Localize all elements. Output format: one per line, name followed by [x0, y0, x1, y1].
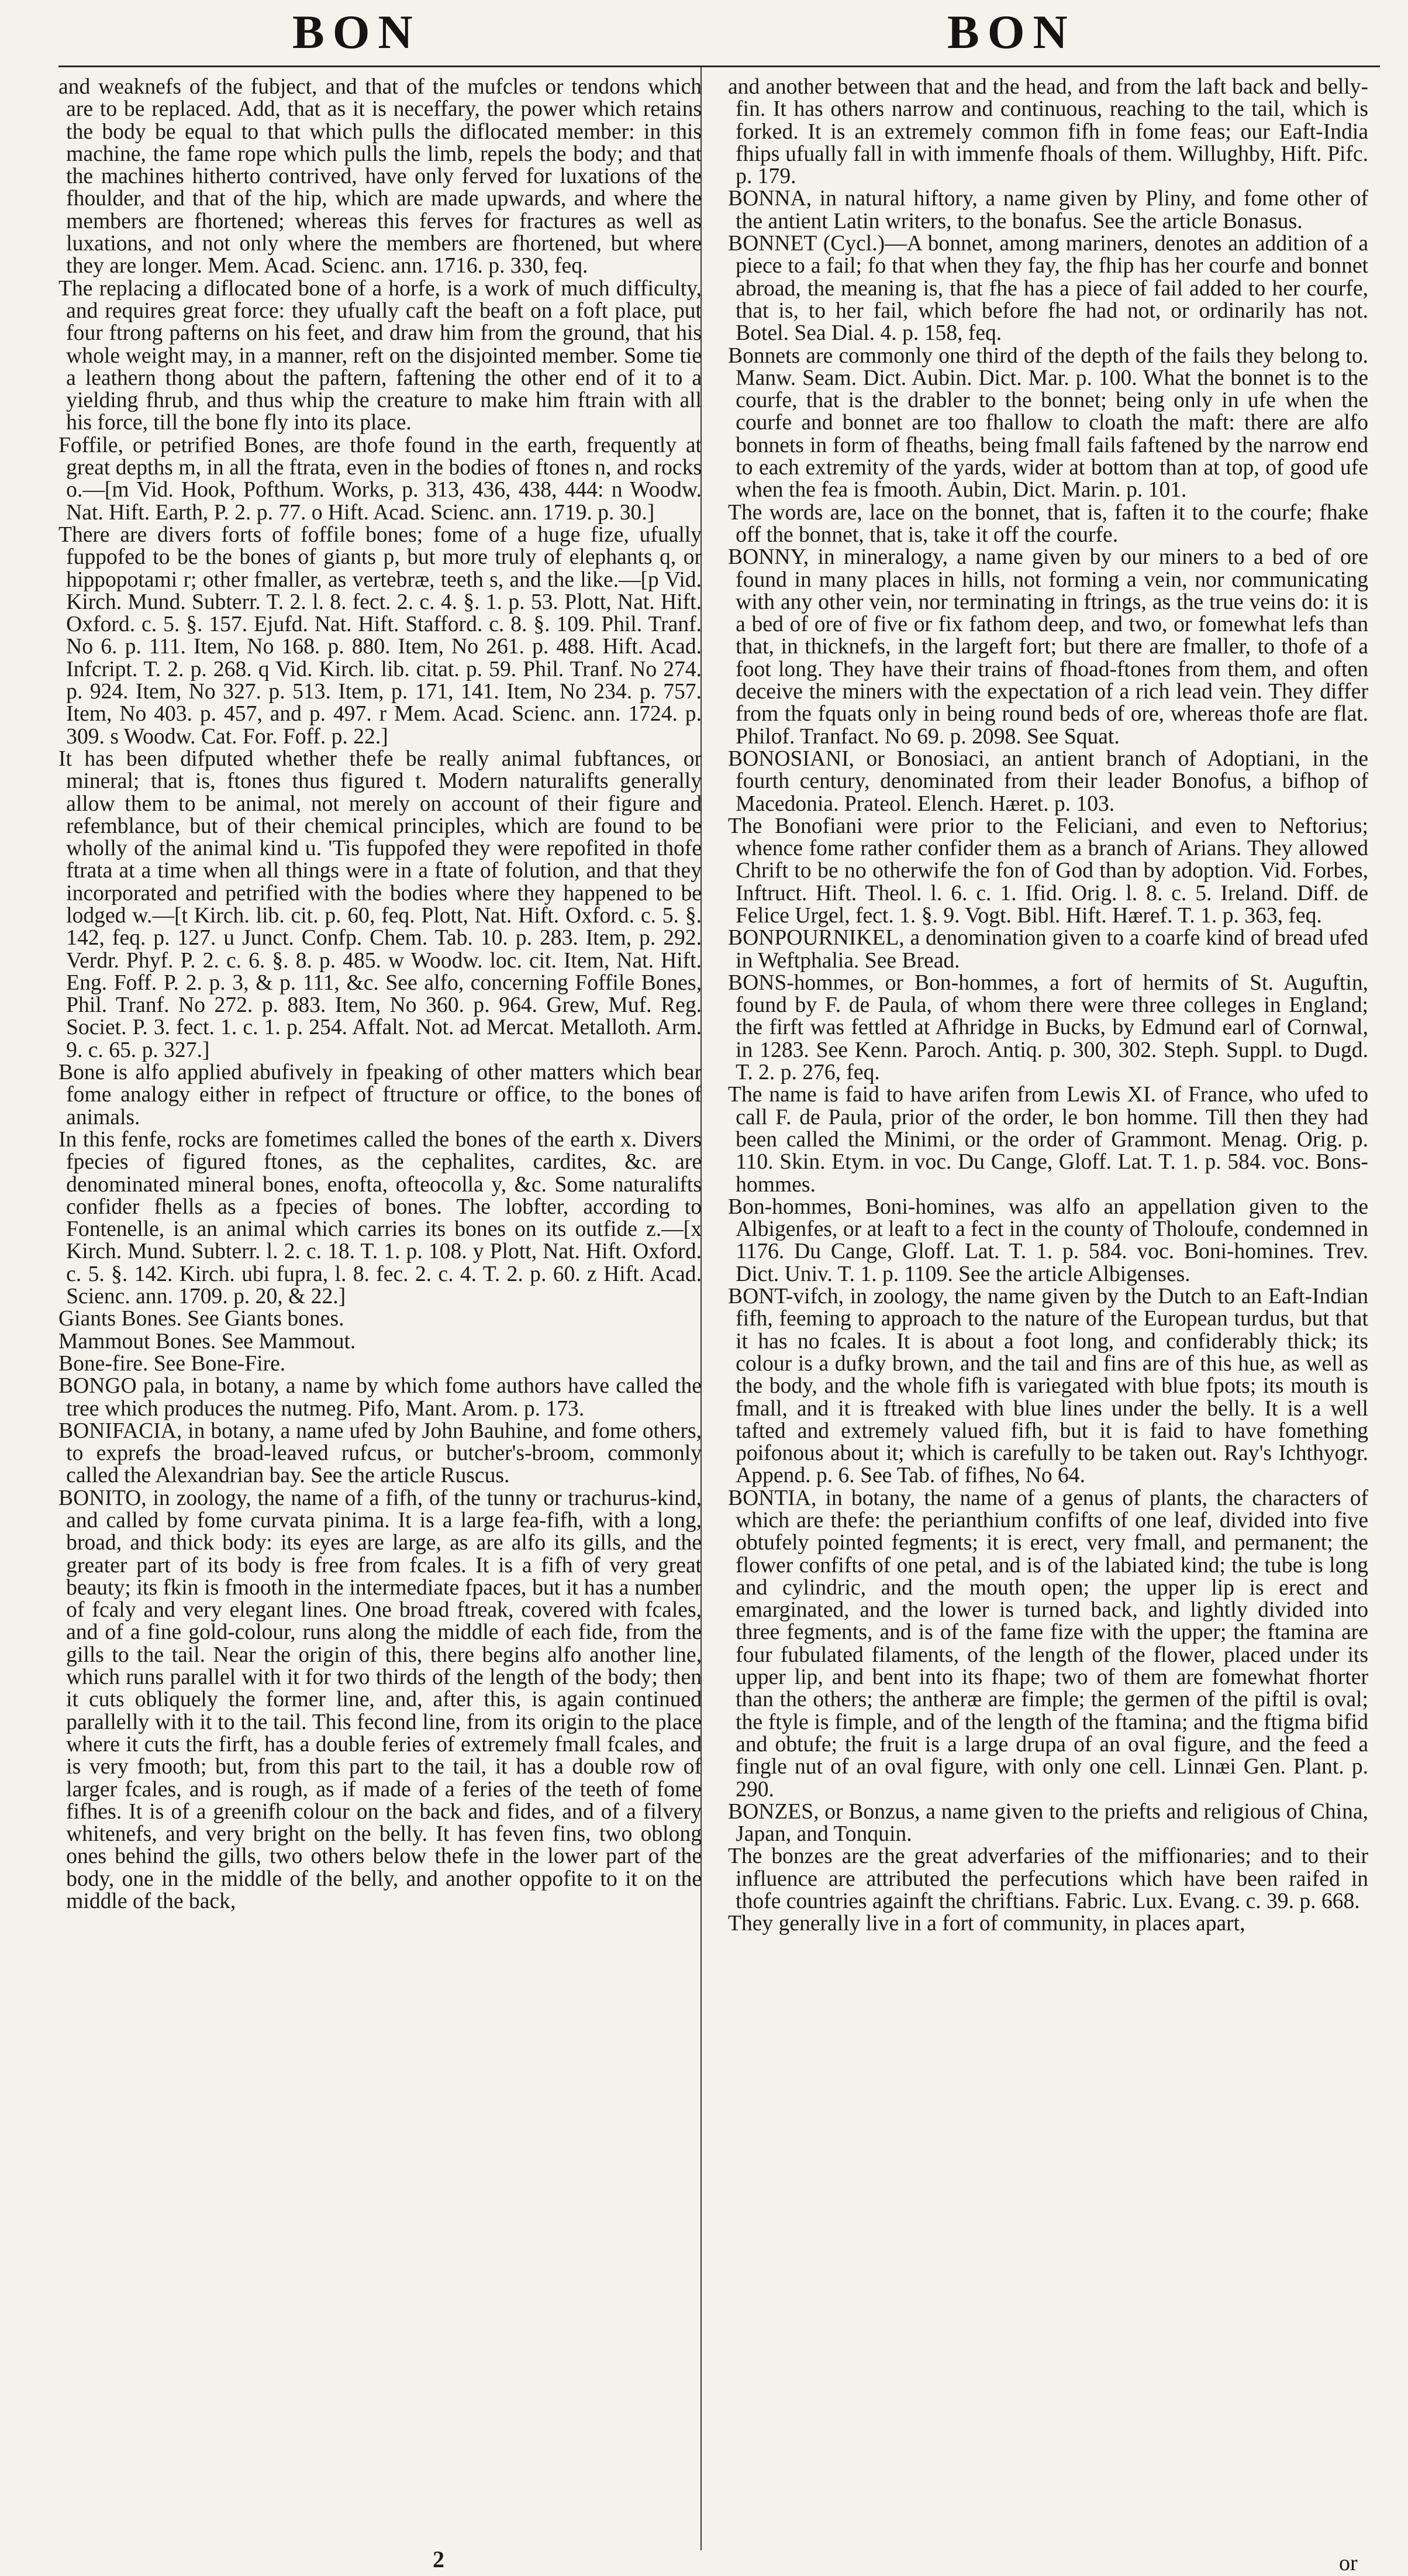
- catchword: or: [1339, 2551, 1358, 2575]
- paragraph: BONT-vifch, in zoology, the name given by the Dutch to an Eaft-Indian fifh, feeming to approach to the nature of the European turdus, but that it has no fcales. It is about a foot long, and confiderably thick; its colour is a dufky brown, and the tail and fins are of this hue, as well as the body, and the whole fifh is variegated with blue fpots; its mouth is fmall, and it is ftreaked with blue lines under the belly. It is a well tafted and extremely valued fifh, but it is faid to have fomething poifonous about it; which is carefully to be taken out. Ray's Ichthyogr. Append. p. 6. See Tab. of fifhes, No 64.: [728, 1284, 1368, 1488]
- paragraph: The name is faid to have arifen from Lewis XI. of France, who ufed to call F. de Paula, prior of the order, le bon homme. Till then they had been called the Minimi, or the order of Grammont. Menag. Orig. p. 110. Skin. Etym. in voc. Du Cange, Gloff. Lat. T. 1. p. 584. voc. Bons-hommes.: [728, 1083, 1368, 1197]
- paragraph: Bon-hommes, Boni-homines, was alfo an appellation given to the Albigenfes, or at leaft to a fect in the county of Tholoufe, condemned in 1176. Du Cange, Gloff. Lat. T. 1. p. 584. voc. Boni-homines. Trev. Dict. Univ. T. 1. p. 1109. See the article Albigenses.: [728, 1194, 1368, 1286]
- paragraph: BONTIA, in botany, the name of a genus of plants, the characters of which are thefe: the perianthium confifts of one leaf, divided into five obtufely pointed fegments; it is erect, very fmall, and permanent; the flower confifts of one petal, and is of the labiated kind; the tube is long and cylindric, and the mouth open; the upper lip is erect and emarginated, and the lower is turned back, and lightly divided into three fegments, and is of the fame fize with the upper; the ftamina are four fubulated filaments, of the length of the flower, placed under its upper lip, and bent into its fhape; two of them are fomewhat fhorter than the others; the antheræ are fimple; the germen of the piftil is oval; the ftyle is fimple, and of the length of the ftamina; and the ftigma bifid and obtufe; the fruit is a large drupa of an oval figure, and the feed a fingle nut of an oval figure, with only one cell. Linnæi Gen. Plant. p. 290.: [728, 1486, 1368, 1802]
- paragraph: The bonzes are the great adverfaries of the miffionaries; and to their influence are attributed the perfecutions which have been raifed in thofe countries againft the chriftians. Fabric. Lux. Evang. c. 39. p. 668.: [728, 1844, 1368, 1914]
- paragraph: Mammout Bones. See Mammout.: [58, 1329, 356, 1354]
- paragraph: The replacing a diflocated bone of a horfe, is a work of much difficulty, and requires great force: they ufually caft the beaft on a foft place, put four ftrong pafterns on his feet, and draw him from the ground, that his whole weight may, in a manner, reft on the disjointed member. Some tie a leathern thong about the paftern, faftening the other end of it to a yielding fhrub, and thus whip the creature to make him ftrain with all his force, till the bone fly into its place.: [58, 276, 702, 435]
- paragraph: BONS-hommes, or Bon-hommes, a fort of hermits of St. Auguftin, found by F. de Paula, of whom there were three colleges in England; the firft was fettled at Afhridge in Bucks, by Edmund earl of Cornwal, in 1283. See Kenn. Paroch. Antiq. p. 300, 302. Steph. Suppl. to Dugd. T. 2. p. 276, feq.: [728, 970, 1368, 1085]
- paragraph: and weaknefs of the fubject, and that of the mufcles or tendons which are to be replaced. Add, that as it is neceffary, the power which retains the body be equal to that which pulls the diflocated member: in this machine, the fame rope which pulls the limb, repels the body; and that the machines hitherto contrived, have only ferved for luxations of the fhoulder, and that of the hip, which are made upwards, and where the members are fhortened; whereas this ferves for fractures as well as luxations, and not only where the members are fhortened, but where they are longer. Mem. Acad. Scienc. ann. 1716. p. 330, feq.: [58, 75, 702, 278]
- paragraph: Bone is alfo applied abufively in fpeaking of other matters which bear fome analogy either in refpect of ftructure or office, to the bones of animals.: [58, 1060, 702, 1129]
- paragraph: Bone-fire. See Bone-Fire.: [58, 1351, 286, 1376]
- header-left-word: BON: [292, 5, 421, 58]
- paragraph: BONGO pala, in botany, a name by which fome authors have called the tree which produces the nutmeg. Pifo, Mant. Arom. p. 173.: [58, 1374, 702, 1421]
- right-column: [728, 76, 1368, 1936]
- left-column: [58, 76, 702, 1913]
- page-number: 2: [433, 2546, 444, 2572]
- paragraph: Foffile, or petrified Bones, are thofe found in the earth, frequently at great depths m, in all the ftrata, even in the bodies of ftones n, and rocks o.—[m Vid. Hook, Pofthum. Works, p. 313, 436, 438, 444: n Woodw. Nat. Hift. Earth, P. 2. p. 77. o Hift. Acad. Scienc. ann. 1719. p. 30.]: [58, 433, 702, 525]
- paragraph: BONITO, in zoology, the name of a fifh, of the tunny or trachurus-kind, and called by fome curvata pinima. It is a large fea-fifh, with a long, broad, and thick body: its eyes are large, as are alfo its gills, and the greater part of its body is free from fcales. It is a fifh of very great beauty; its fkin is fmooth in the intermediate fpaces, but it has a number of fcaly and very elegant lines. One broad ftreak, covered with fcales, and of a fine gold-colour, runs along the middle of each fide, from the gills to the tail. Near the origin of this, there begins alfo another line, which runs parallel with it for two thirds of the length of the body; then it cuts obliquely the former line, and, after this, is again continued parallelly with it to the tail. This fecond line, from its origin to the place where it cuts the firft, has a double feries of extremely fmall fcales, and is very fmooth; but, from this part to the tail, it has a double row of larger fcales, and is rough, as if made of a feries of the teeth of fome fifhes. It is of a greenifh colour on the back and fides, and of a filvery whitenefs, and very bright on the belly. It has feven fins, two oblong ones behind the gills, two others below thefe in the lower part of the body, one in the middle of the belly, and another oppofite to it on the middle of the back,: [58, 1486, 702, 1914]
- paragraph: BONIFACIA, in botany, a name ufed by John Bauhine, and fome others, to exprefs the broad-leaved rufcus, or butcher's-broom, commonly called the Alexandrian bay. See the article Ruscus.: [58, 1418, 702, 1488]
- paragraph: It has been difputed whether thefe be really animal fubftances, or mineral; that is, ftones thus figured t. Modern naturalifts generally allow them to be animal, not merely on account of their figure and refemblance, but of their chemical principles, which are found to be wholly of the animal kind u. 'Tis fuppofed they were repofited in thofe ftrata at a time when all things were in a ftate of folution, and that they incorporated and petrified with the bodies where they happened to be lodged w.—[t Kirch. lib. cit. p. 60, feq. Plott, Nat. Hift. Oxford. c. 5. §. 142, feq. p. 127. u Junct. Confp. Chem. Tab. 10. p. 283. Item, p. 292. Verdr. Phyf. P. 2. c. 6. §. 8. p. 485. w Woodw. loc. cit. Item, Nat. Hift. Eng. Foff. P. 2. p. 3, & p. 111, &c. See alfo, concerning Foffile Bones, Phil. Tranf. No 272. p. 883. Item, No 360. p. 964. Grew, Muf. Reg. Societ. P. 3. fect. 1. c. 1. p. 254. Affalt. Not. ad Mercat. Metalloth. Arm. 9. c. 65. p. 327.]: [58, 746, 702, 1062]
- paragraph: BONNA, in natural hiftory, a name given by Pliny, and fome other of the antient Latin writers, to the bonafus. See the article Bonasus.: [728, 187, 1368, 233]
- header-rule: [58, 66, 1380, 67]
- paragraph: In this fenfe, rocks are fometimes called the bones of the earth x. Divers fpecies of figured ftones, as the cephalites, cardites, &c. are denominated mineral bones, enofta, ofteocolla y, &c. Some naturalifts confider fhells as a fpecies of bones. The lobfter, according to Fontenelle, is an animal which carries its bones on its outfide z.—[x Kirch. Mund. Subterr. l. 2. c. 18. T. 1. p. 108. y Plott, Nat. Hift. Oxford. c. 5. §. 142. Kirch. ubi fupra, l. 8. fec. 2. c. 4. T. 2. p. 60. z Hift. Acad. Scienc. ann. 1709. p. 20, & 22.]: [58, 1127, 702, 1309]
- paragraph: Bonnets are commonly one third of the depth of the fails they belong to. Manw. Seam. Dict. Aubin. Dict. Mar. p. 100. What the bonnet is to the courfe, that is the drabler to the bonnet; being only in ufe when the courfe and bonnet are too fhallow to cloath the maft: there are alfo bonnets in form of fheaths, being fmall fails faftened by the narrow end to each extremity of the yards, wider at bottom than at top, of good ufe when the fea is fmooth. Aubin, Dict. Marin. p. 101.: [728, 343, 1368, 502]
- paragraph: and another between that and the head, and from the laft back and belly-fin. It has others narrow and continuous, reaching to the tail, which is forked. It is an extremely common fifh in fome feas; our Eaft-India fhips ufually fall in with immenfe fhoals of them. Willughby, Hift. Pifc. p. 179.: [728, 75, 1368, 189]
- paragraph: BONNY, in mineralogy, a name given by our miners to a bed of ore found in many places in hills, not forming a vein, nor communicating with any other vein, nor terminating in ftrings, as the true veins do: it is a bed of ore of five or fix fathom deep, and two, or fomewhat lefs than that, in thicknefs, in the largeft fort; but there are fmaller, to thofe of a foot long. They have their trains of fhoad-ftones from them, and often deceive the miners with the expectation of a rich lead vein. They differ from the fquats only in being round beds of ore, whereas thofe are flat. Philof. Tranfact. No 69. p. 2098. See Squat.: [728, 545, 1368, 749]
- paragraph: BONNET (Cycl.)—A bonnet, among mariners, denotes an addition of a piece to a fail; fo that when they fay, the fhip has her courfe and bonnet abroad, the meaning is, that fhe has a piece of fail added to her courfe, that is, to her fail, which before fhe had not, or ordinarily has not. Botel. Sea Dial. 4. p. 158, feq.: [728, 232, 1368, 346]
- paragraph: BONOSIANI, or Bonosiaci, an antient branch of Adoptiani, in the fourth century, denominated from their leader Bonofus, a bifhop of Macedonia. Prateol. Elench. Hæret. p. 103.: [728, 746, 1368, 816]
- paragraph: There are divers forts of foffile bones; fome of a huge fize, ufually fuppofed to be the bones of giants p, but more truly of elephants q, or hippopotami r; other fmaller, as vertebræ, teeth s, and the like.—[p Vid. Kirch. Mund. Subterr. T. 2. l. 8. fect. 2. c. 4. §. 1. p. 53. Plott, Nat. Hift. Oxford. c. 5. §. 157. Ejufd. Nat. Hift. Stafford. c. 8. §. 109. Phil. Tranf. No 6. p. 111. Item, No 168. p. 880. Item, No 261. p. 488. Hift. Acad. Infcript. T. 2. p. 268. q Vid. Kirch. lib. citat. p. 59. Phil. Tranf. No 274. p. 924. Item, No 327. p. 513. Item, p. 171, 141. Item, No 234. p. 757. Item, No 403. p. 457, and p. 497. r Mem. Acad. Scienc. ann. 1724. p. 309. s Woodw. Cat. For. Foff. p. 22.]: [58, 522, 702, 749]
- paragraph: The words are, lace on the bonnet, that is, faften it to the courfe; fhake off the bonnet, that is, take it off the courfe.: [728, 500, 1368, 547]
- paragraph: BONZES, or Bonzus, a name given to the priefts and religious of China, Japan, and Tonquin.: [728, 1799, 1368, 1847]
- paragraph: The Bonofiani were prior to the Feliciani, and even to Neftorius; whence fome rather confider them as a branch of Arians. They allowed Chrift to be no otherwife the fon of God than by adoption. Vid. Forbes, Inftruct. Hift. Theol. l. 6. c. 1. Ifid. Orig. l. 8. c. 5. Ireland. Diff. de Felice Urgel, fect. 1. §. 9. Vogt. Bibl. Hift. Hæref. T. 1. p. 363, feq.: [728, 814, 1368, 928]
- paragraph: They generally live in a fort of community, in places apart,: [728, 1912, 1245, 1936]
- paragraph: BONPOURNIKEL, a denomination given to a coarfe kind of bread ufed in Weftphalia. See Bread.: [728, 926, 1368, 973]
- header-right-word: BON: [947, 5, 1076, 58]
- paragraph: Giants Bones. See Giants bones.: [58, 1307, 344, 1331]
